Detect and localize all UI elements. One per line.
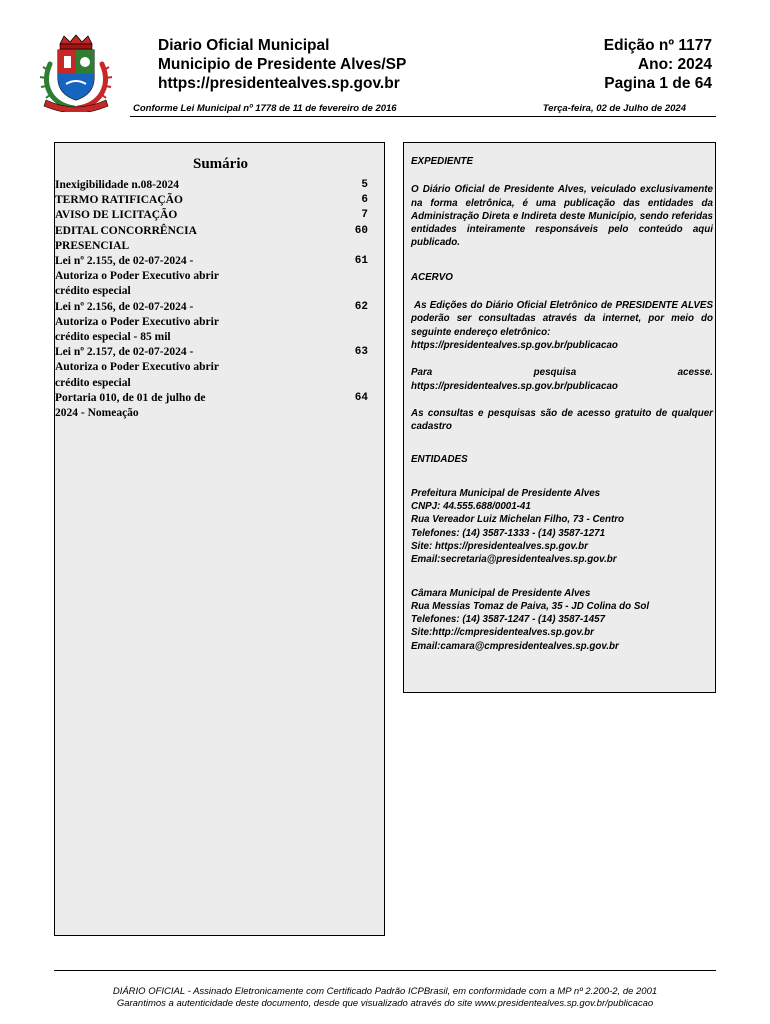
summary-item[interactable] [55, 345, 386, 391]
prefeitura-name: Prefeitura Municipal de Presidente Alves [411, 487, 601, 499]
summary-item-page: 5 [361, 179, 368, 191]
summary-item-title: Lei nº 2.157, de 02-07-2024 - Autoriza o Poder Executivo abrir crédito especial [55, 346, 219, 389]
summary-item-title: Inexigibilidade n.08-2024 [55, 179, 179, 191]
prefeitura-email[interactable]: Email:secretaria@presidentealves.sp.gov.br [411, 554, 617, 566]
law-note: Conforme Lei Municipal nº 1778 de 11 de fevereiro de 2016 [133, 103, 397, 114]
footer-certification: DIÁRIO OFICIAL - Assinado Eletronicamente com Certificado Padrão ICPBrasil, em conformidade com a MP nº 2.200-2, de 2001 [112, 986, 658, 997]
municipality-website[interactable]: https://presidentealves.sp.gov.br [158, 75, 400, 92]
edition-info-block [604, 36, 712, 93]
camara-block [411, 587, 713, 653]
prefeitura-cnpj: CNPJ: 44.555.688/0001-41 [411, 501, 531, 513]
prefeitura-block [411, 487, 713, 567]
entidades-heading: ENTIDADES [411, 454, 468, 466]
summary-item-page: 7 [361, 209, 368, 222]
summary-item-title: Lei nº 2.155, de 02-07-2024 - Autoriza o Poder Executivo abrir crédito especial [55, 255, 219, 298]
edition-year: Ano: 2024 [637, 56, 712, 73]
summary-item-page: 60 [354, 224, 368, 237]
summary-item[interactable] [55, 254, 386, 300]
camara-email[interactable]: Email:camara@cmpresidentealves.sp.gov.br [411, 640, 619, 652]
footer-divider [54, 970, 716, 971]
acervo-heading: ACERVO [411, 271, 453, 283]
summary-list [55, 178, 386, 421]
free-access-text: As consultas e pesquisas são de acesso gratuito de qualquer cadastro [411, 407, 713, 433]
camara-address: Rua Messias Tomaz de Paiva, 35 - JD Colina do Sol [411, 600, 650, 612]
camara-name: Câmara Municipal de Presidente Alves [411, 587, 591, 599]
prefeitura-phones: Telefones: (14) 3587-1333 - (14) 3587-1271 [411, 527, 606, 539]
summary-item-title: EDITAL CONCORRÊNCIA PRESENCIAL [55, 224, 197, 252]
search-text: Para pesquisa acesse. [411, 367, 713, 379]
summary-title: Sumário [192, 156, 248, 172]
summary-item[interactable] [55, 193, 386, 208]
prefeitura-address: Rua Vereador Luiz Michelan Filho, 73 - Centro [411, 514, 625, 526]
expediente-heading: EXPEDIENTE [411, 156, 474, 167]
municipality-name: Municipio de Presidente Alves/SP [158, 56, 407, 73]
summary-item[interactable] [55, 208, 386, 223]
summary-item-title: AVISO DE LICITAÇÃO [55, 209, 178, 222]
summary-item-title: Portaria 010, de 01 de julho de 2024 - Nomeação [55, 391, 206, 420]
acervo-text: As Edições do Diário Oficial Eletrônico de PRESIDENTE ALVES poderão ser consultadas através da internet, por meio do seguinte endereço eletrônico: [411, 300, 713, 338]
summary-item[interactable] [55, 224, 386, 254]
acervo-url[interactable]: https://presidentealves.sp.gov.br/publicacao [411, 339, 618, 351]
page-indicator: Pagina 1 de 64 [604, 75, 712, 92]
summary-item[interactable] [55, 300, 386, 346]
gazette-title-block [158, 36, 406, 93]
summary-item-title: Lei nº 2.156, de 02-07-2024 - Autoriza o Poder Executivo abrir crédito especial - 85 mil [55, 300, 219, 344]
summary-item[interactable] [55, 391, 386, 421]
search-url[interactable]: https://presidentealves.sp.gov.br/publicacao [411, 380, 618, 392]
summary-item-page: 64 [354, 391, 368, 404]
summary-item-page: 6 [361, 194, 368, 207]
prefeitura-site[interactable]: Site: https://presidentealves.sp.gov.br [411, 540, 588, 552]
footer-authenticity: Garantimos a autenticidade deste documento, desde que visualizado através do site www.presidentealves.sp.gov.br/publicacao [116, 998, 654, 1009]
summary-item-title: TERMO RATIFICAÇÃO [55, 194, 183, 207]
summary-item-page: 62 [354, 300, 368, 313]
expediente-panel [403, 142, 716, 693]
summary-panel [54, 142, 385, 936]
summary-item[interactable] [55, 178, 386, 193]
summary-item-page: 63 [354, 346, 368, 359]
edition-number: Edição nº 1177 [603, 37, 712, 54]
camara-phones: Telefones: (14) 3587-1247 - (14) 3587-1457 [411, 614, 606, 626]
camara-site[interactable]: Site:http://cmpresidentealves.sp.gov.br [411, 627, 594, 639]
publication-date: Terça-feira, 02 de Julho de 2024 [542, 103, 686, 114]
expediente-content [411, 155, 713, 653]
expediente-text: O Diário Oficial de Presidente Alves, veiculado exclusivamente na forma eletrônica, é uma publicação das entidades da Administração Direta e Indireta deste Município, sendo referidas entidades inteiramente responsáveis pelo conteúdo aqui publicado. [411, 184, 713, 249]
header-divider [130, 116, 716, 117]
municipal-crest-logo [36, 34, 116, 112]
summary-item-page: 61 [354, 255, 368, 268]
gazette-title: Diario Oficial Municipal [158, 37, 330, 54]
